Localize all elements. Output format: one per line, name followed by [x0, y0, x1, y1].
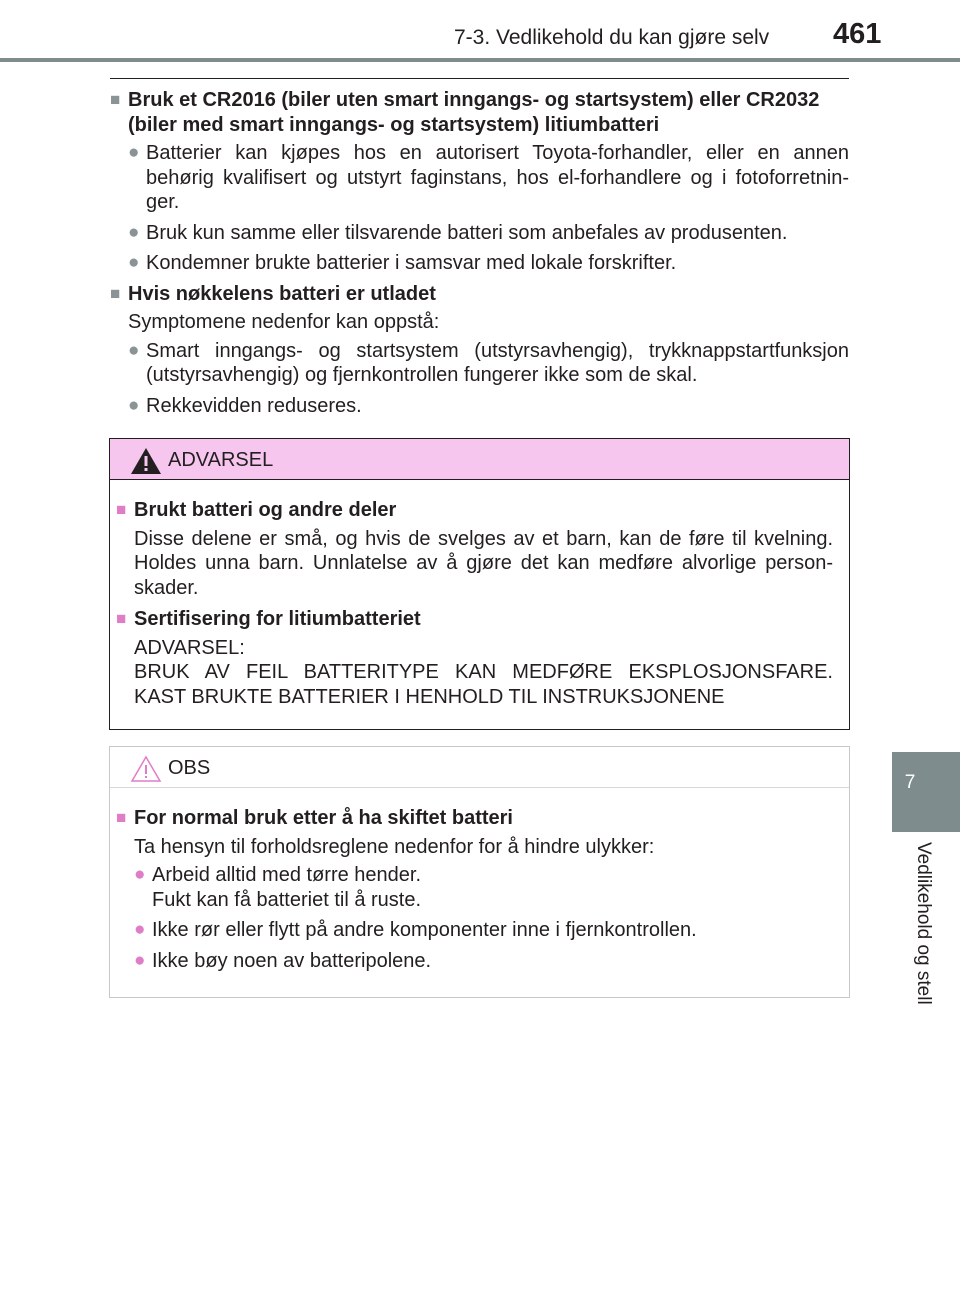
notice-box [109, 746, 850, 998]
bullet-text: Smart inngangs- og startsystem (utstyrsavhengig), trykknappstartfunksjon (utstyrsavhengig) og fjernkontrollen fungerer ikke som de skal. [146, 339, 849, 386]
warning-item2-heading [116, 607, 833, 632]
warning-item2-line2: BRUK AV FEIL BATTERITYPE KAN MEDFØRE EKSPLOSJONSFARE. [134, 661, 833, 683]
list-item [116, 863, 833, 912]
warning-item1-text: Disse delene er små, og hvis de svelges av et barn, kan de føre til kvelning. Holdes unna barn. Unnlatelse av å gjøre det kan medføre alvorlige person-skader. [134, 527, 833, 599]
chapter-side-label: Vedlikehold og stell [913, 842, 934, 1005]
warning-item2-text [116, 636, 833, 710]
section2-intro: Symptomene nedenfor kan oppstå: [128, 311, 440, 333]
caution-triangle-icon [130, 755, 162, 783]
list-item [110, 221, 849, 246]
round-bullet-icon: ● [128, 221, 140, 243]
bullet-text: Fukt kan få batteriet til å ruste. [152, 888, 422, 911]
header-section-title: 7-3. Vedlikehold du kan gjøre selv [454, 26, 770, 49]
chapter-tab [892, 752, 960, 832]
section1-heading-line1: Bruk et CR2016 (biler uten smart inngangs- og startsystem) eller CR2032 [128, 89, 820, 111]
section1-heading [110, 88, 849, 137]
square-bullet-icon: ■ [110, 90, 121, 109]
list-item [110, 251, 849, 276]
bullet-text: Ikke bøy noen av batteripolene. [152, 949, 432, 972]
notice-heading-text: For normal bruk etter å ha skiftet batteri [134, 807, 513, 829]
bullet-text: Bruk kun samme eller tilsvarende batteri som anbefales av produsenten. [146, 221, 788, 244]
chapter-tab-number: 7 [904, 772, 916, 793]
bullet-text: Ikke rør eller flytt på andre komponenter inne i fjernkontrollen. [152, 919, 697, 941]
round-bullet-icon: ● [134, 949, 146, 971]
list-item [110, 394, 849, 419]
list-item [110, 141, 849, 215]
section2-heading [110, 282, 849, 307]
square-bullet-icon: ■ [110, 283, 121, 303]
page-number: 461 [833, 18, 882, 50]
list-item [116, 918, 833, 943]
warning-item1-heading [116, 498, 833, 523]
main-content [110, 88, 849, 424]
square-bullet-icon: ■ [116, 808, 127, 827]
list-item [110, 339, 849, 388]
round-bullet-icon: ● [128, 252, 140, 273]
notice-box-header [110, 747, 849, 788]
warning-item2-heading-text: Sertifisering for litiumbatteriet [134, 608, 421, 630]
round-bullet-icon: ● [134, 919, 146, 940]
warning-item2-line3: KAST BRUKTE BATTERIER I HENHOLD TIL INSTRUKSJONENE [134, 685, 725, 708]
section1-heading-line2: (biler med smart inngangs- og startsystem) litiumbatteri [128, 113, 660, 136]
warning-box-header [110, 439, 849, 480]
bullet-text: Kondemner brukte batterier i samsvar med lokale forskrifter. [146, 252, 677, 274]
section-top-rule [110, 78, 849, 79]
list-item [116, 949, 833, 974]
round-bullet-icon: ● [128, 339, 140, 361]
bullet-text: Arbeid alltid med tørre hender. [152, 864, 422, 886]
square-bullet-icon: ■ [116, 609, 127, 628]
round-bullet-icon: ● [134, 864, 146, 885]
notice-box-body [110, 788, 849, 973]
round-bullet-icon: ● [128, 394, 140, 416]
notice-intro: Ta hensyn til forholdsreglene nedenfor for å hindre ulykker: [134, 835, 655, 858]
notice-box-label: OBS [168, 757, 211, 779]
square-bullet-icon: ■ [116, 500, 127, 519]
warning-triangle-icon [130, 447, 162, 475]
bullet-text: Rekkevidden reduseres. [146, 394, 362, 417]
warning-box-body [110, 480, 849, 709]
warning-box-label: ADVARSEL [168, 449, 274, 471]
notice-heading [116, 806, 833, 831]
bullet-text: Batterier kan kjøpes hos en autorisert Toyota-forhandler, eller en annen behørig kvalifisert og utstyrt faginstans, hos el-forhandlere og i fotoforretnin-ger. [146, 142, 849, 213]
header-rule [0, 58, 960, 62]
warning-box [109, 438, 850, 730]
warning-item2-line1: ADVARSEL: [134, 636, 245, 659]
section2-heading-text: Hvis nøkkelens batteri er utladet [128, 282, 436, 305]
warning-item1-heading-text: Brukt batteri og andre deler [134, 499, 397, 521]
round-bullet-icon: ● [128, 142, 140, 163]
